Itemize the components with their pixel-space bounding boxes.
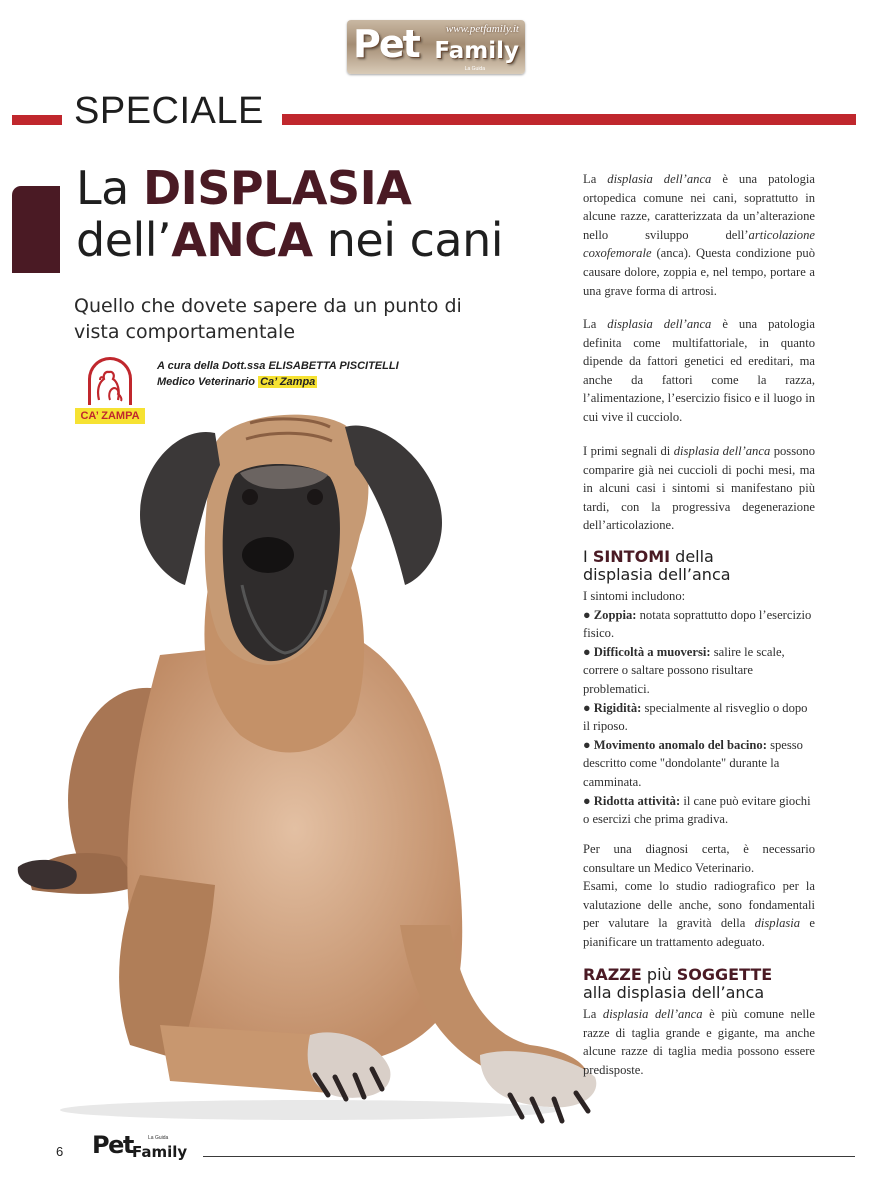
title-line1-prefix: La	[76, 161, 143, 215]
bullet-icon: ●	[583, 700, 591, 715]
intro-paragraph-2: La displasia dell’anca è una patologia definita come multifattoriale, in quanto dipende da fattori genetici ed ereditari, ma anche da fattori come la razza, l’alimentazione, l’esercizio fisico e il luogo in cui vive il cucciolo.	[583, 317, 815, 424]
article-subtitle: Quello che dovete sapere da un punto di vista comportamentale	[74, 295, 462, 343]
title-accent-block	[12, 186, 60, 273]
footer-logo	[92, 1131, 192, 1165]
title-line2-suffix: nei cani	[312, 213, 504, 267]
credit-highlight: Ca’ Zampa	[260, 376, 316, 388]
masthead-logo	[347, 20, 525, 74]
symptoms-list	[583, 587, 815, 829]
dog-cat-house-icon	[92, 364, 128, 404]
section-bar-right	[282, 114, 856, 125]
title-line2-prefix: dell’	[76, 213, 172, 267]
masthead-url: www.petfamily.it	[445, 23, 519, 35]
bullet-icon: ●	[583, 737, 591, 752]
masthead-small: La Guida	[464, 66, 485, 72]
article-title	[76, 162, 503, 266]
diagnosis-paragraph: Per una diagnosi certa, è necessario consultare un Medico Veterinario. Esami, come lo studio radiografico per la valutazione delle anche, sono fondamentali per valutare la gravità della displasia e pianificare un trattamento adeguato.	[583, 842, 815, 949]
masthead-pet: Pet	[353, 22, 419, 66]
credit-line1: A cura della Dott.ssa ELISABETTA PISCITELLI	[157, 360, 399, 372]
symptom-item: ● Ridotta attività: il cane può evitare giochi o esercizi che prima gradiva.	[583, 793, 811, 827]
author-credit	[157, 358, 457, 390]
bullet-icon: ●	[583, 644, 591, 659]
symptom-item: ● Rigidità: specialmente al risveglio o dopo il riposo.	[583, 700, 808, 734]
breeds-paragraph: La displasia dell’anca è più comune nelle razze di taglia grande e gigante, ma anche alcune razze di taglia media possono essere predisposte.	[583, 1007, 815, 1077]
bullet-icon: ●	[583, 607, 591, 622]
intro-paragraph-3: I primi segnali di displasia dell’anca possono comparire già nei cuccioli di pochi mesi, ma in alcuni casi i sintomi si manifestano più tardi, con la progressiva degenerazione dell’articolazione.	[583, 444, 815, 533]
bullet-icon: ●	[583, 793, 591, 808]
footer-pet: Pet	[92, 1131, 133, 1159]
title-line1-strong: DISPLASIA	[142, 161, 412, 215]
masthead-family: Family	[434, 38, 519, 64]
section-bar-left	[12, 115, 62, 125]
great-dane-photo	[10, 405, 610, 1130]
symptoms-heading: I SINTOMI della displasia dell’anca	[583, 547, 731, 584]
logo-label: CA’ ZAMPA	[75, 408, 145, 424]
footer-rule	[203, 1156, 855, 1157]
symptom-item: ● Zoppia: notata soprattutto dopo l’esercizio fisico.	[583, 607, 812, 641]
title-line2-strong: ANCA	[171, 213, 313, 267]
symptom-item: ● Difficoltà a muoversi: salire le scale, correre o saltare possono risultare problematici.	[583, 644, 785, 696]
intro-paragraph-1: La displasia dell’anca è una patologia ortopedica comune nei cani, soprattutto in alcune razze, caratterizzata da un’alterazione nello sviluppo dell’articolazione coxofemorale (anca). Questa condizione può causare dolore, zoppia e, nel tempo, portare a una grave forma di artrosi.	[583, 172, 815, 298]
footer-family: Family	[132, 1143, 188, 1161]
symptom-item: ● Movimento anomalo del bacino: spesso descritto come "dondolante" durante la camminata.	[583, 737, 803, 789]
section-label: SPECIALE	[74, 90, 264, 132]
breeds-heading: RAZZE più SOGGETTE alla displasia dell’anca	[583, 965, 773, 1002]
footer-small: La Guida	[148, 1135, 169, 1141]
symptoms-intro: I sintomi includono:	[583, 589, 686, 603]
page-number: 6	[56, 1144, 64, 1159]
credit-line2-prefix: Medico Veterinario	[157, 376, 259, 388]
